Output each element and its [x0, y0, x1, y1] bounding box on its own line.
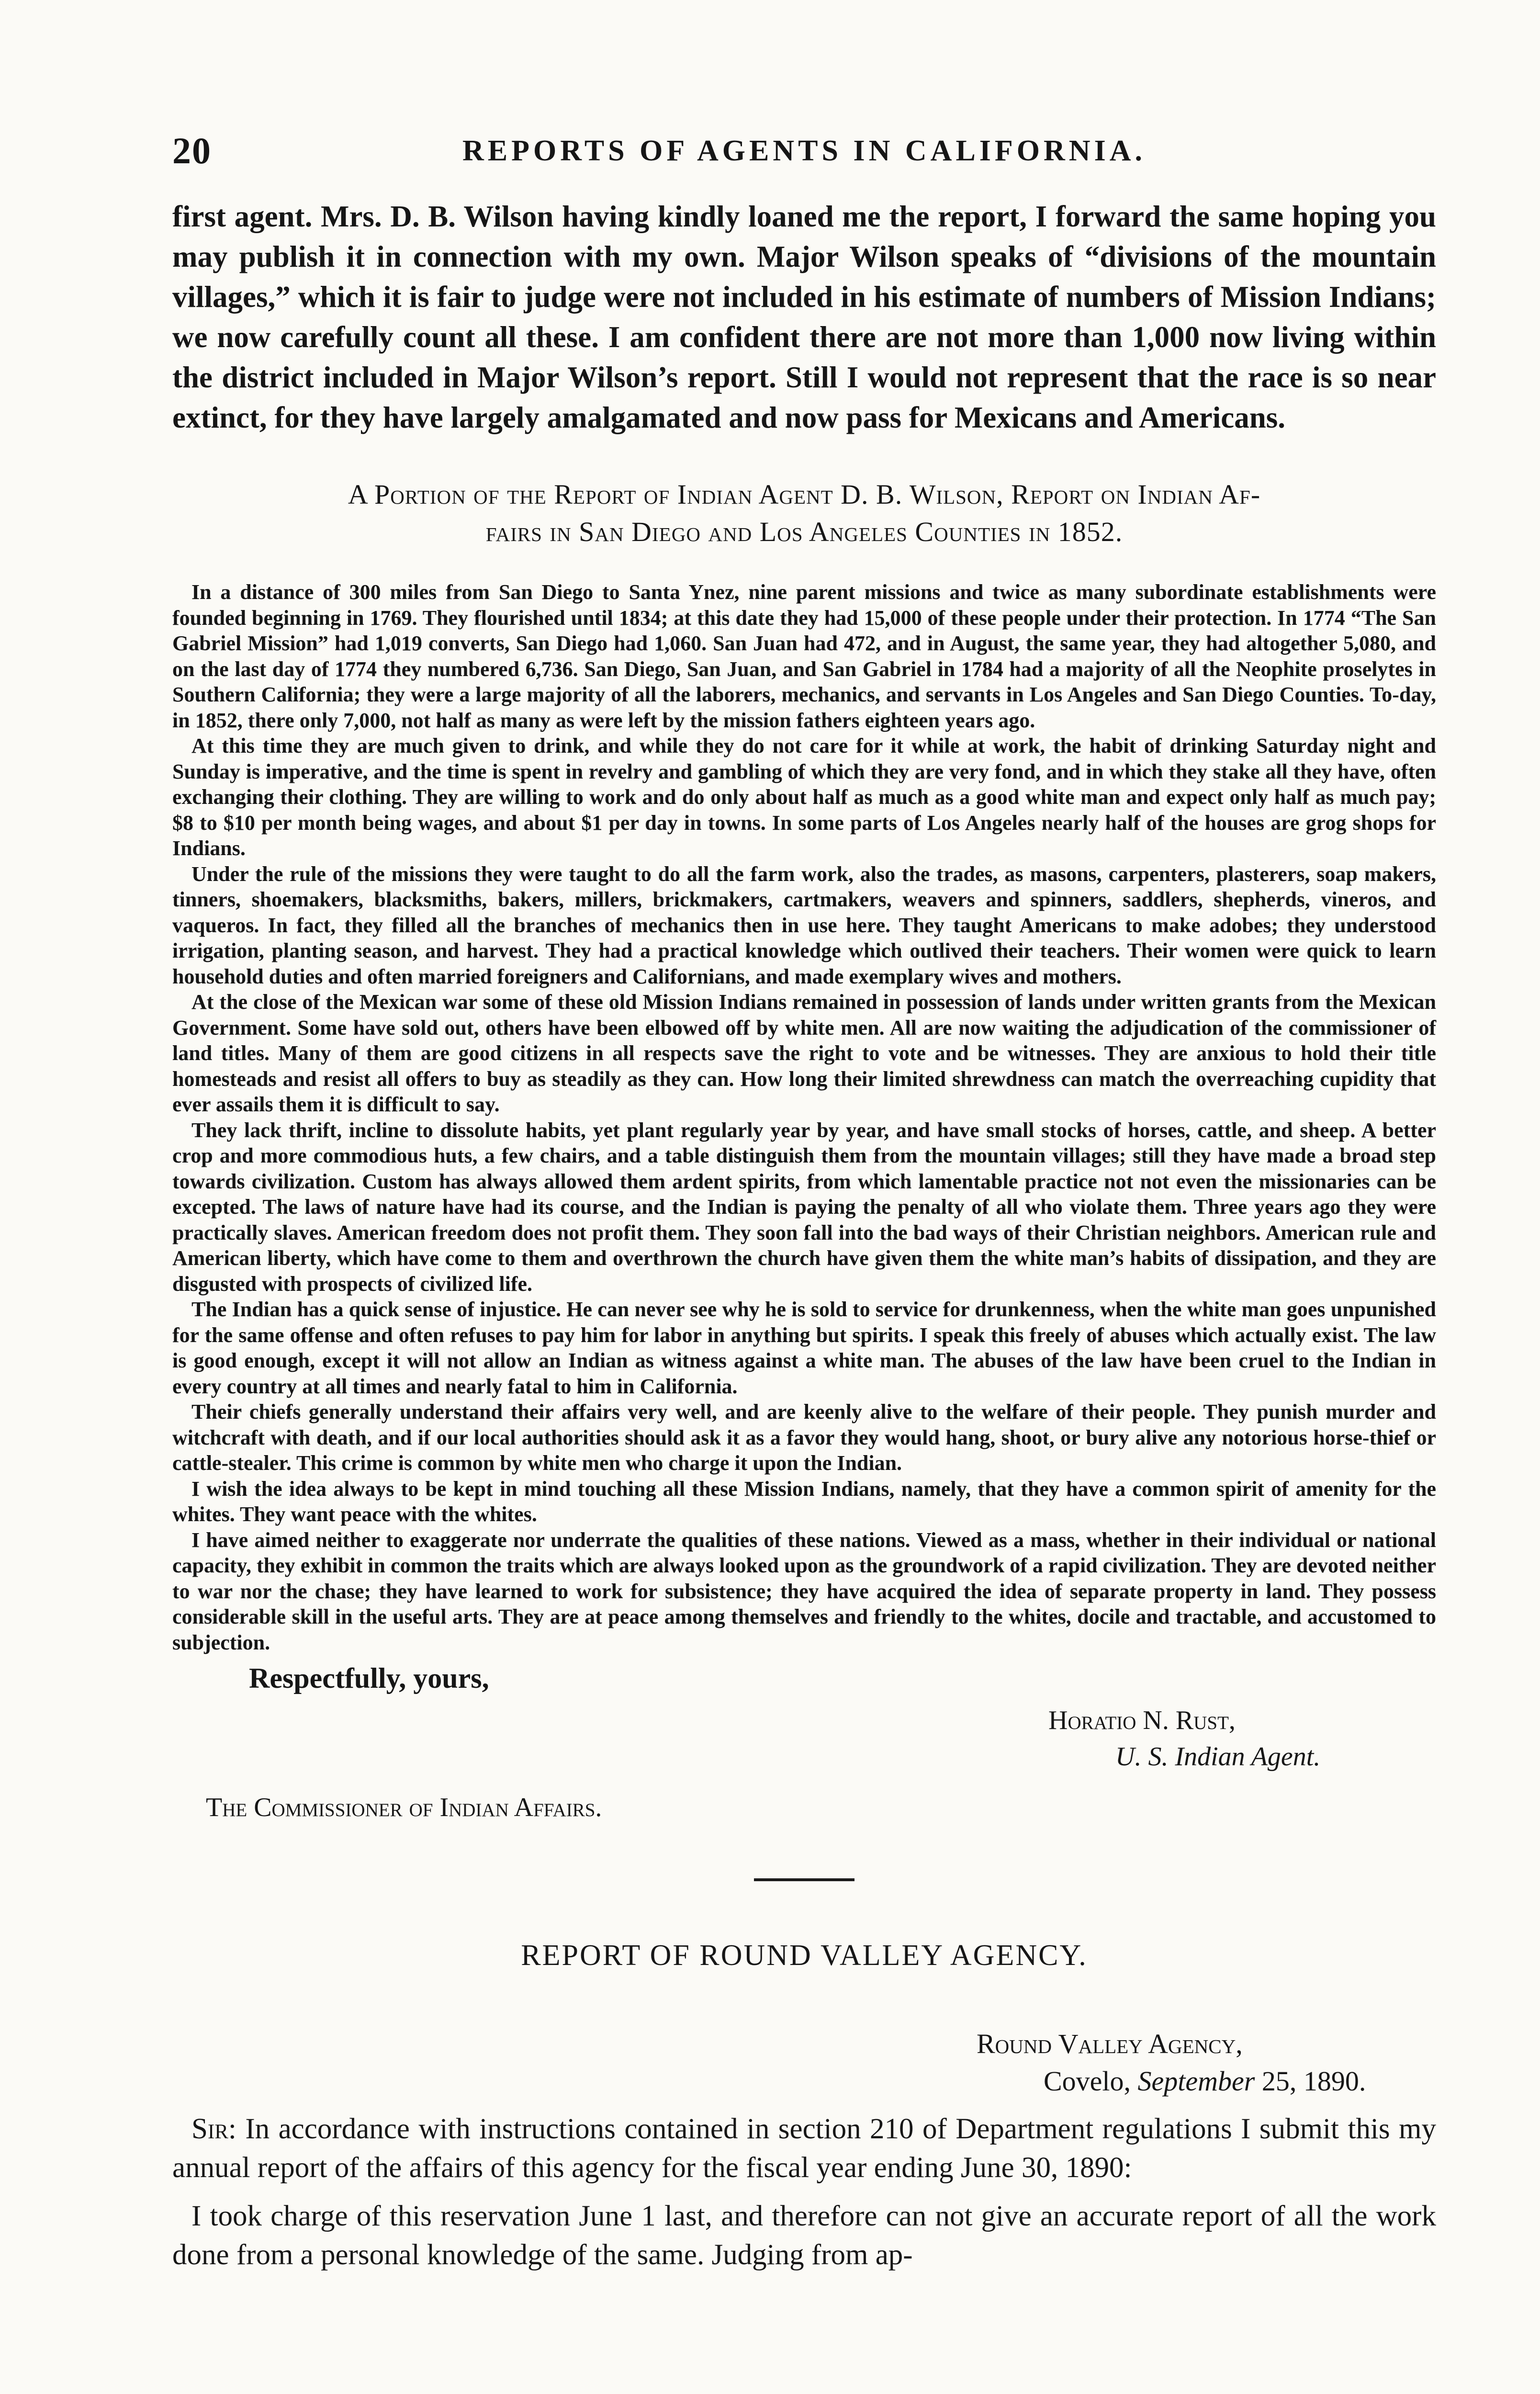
page-number: 20 — [172, 130, 212, 171]
section-divider — [754, 1878, 854, 1881]
agency-name: Round Valley Agency, — [977, 2028, 1243, 2059]
paragraph-text: In accordance with instructions contained in section 210 of Department regulations I submit this my annual report of the affairs of this agency for the fiscal year ending June 30, 1890: — [172, 2113, 1436, 2184]
wilson-report-body — [172, 579, 1436, 1655]
round-valley-paragraph-2: I took charge of this reservation June 1 last, and therefore can not give an accurate report of all the work done from a personal knowledge of the same. Judging from ap- — [172, 2200, 1436, 2271]
wilson-heading-line-2: fairs in San Diego and Los Angeles Counties in 1852. — [485, 516, 1123, 547]
wilson-paragraph: The Indian has a quick sense of injustice. He can never see why he is sold to service for drunkenness, when the white man goes unpunished for the same offense and often refuses to pay him for labor in anything but spirits. I speak this freely of abuses which actually exist. The law is good enough, except it will not allow an Indian as witness against a white man. The abuses of the law have been cruel to the Indian in every country at all times and nearly fatal to him in California. — [172, 1298, 1436, 1398]
wilson-paragraph: In a distance of 300 miles from San Diego to Santa Ynez, nine parent missions and twice as many subordinate establishments were founded beginning in 1769. They flourished until 1834; at this date they had 15,000 of these people under their protection. In 1774 “The San Gabriel Mission” had 1,019 converts, San Diego had 1,060. San Juan had 472, and in August, the same year, they had altogether 5,080, and on the last day of 1774 they numbered 6,736. San Diego, San Juan, and San Gabriel in 1784 had a majority of all the Neophite proselytes in Southern California; they were a large majority of all the laborers, mechanics, and servants in Los Angeles and San Diego Counties. To-day, in 1852, there only 7,000, not half as many as were left by the mission fathers eighteen years ago. — [172, 580, 1436, 732]
date-line — [977, 2063, 1436, 2100]
salutation-sir: Sir: — [191, 2113, 236, 2145]
wilson-heading-line-1: A Portion of the Report of Indian Agent D. B. Wilson, Report on Indian Af- — [348, 479, 1261, 510]
signature-block — [1048, 1702, 1436, 1775]
wilson-paragraph: Under the rule of the missions they were taught to do all the farm work, also the trades, as masons, carpenters, plasterers, soap makers, tinners, shoemakers, blacksmiths, bakers, millers, brickmakers, cartmakers, weavers and spinners, saddlers, shepherds, vineros, and vaqueros. In fact, they filled all the branches of mechanics then in use here. They taught Americans to make adobes; they understood irrigation, planting season, and harvest. They had a practical knowledge which outlived their teachers. Their women were quick to learn household duties and often married foreigners and Californians, and made exemplary wives and mothers. — [172, 862, 1436, 988]
round-valley-heading: REPORT OF ROUND VALLEY AGENCY. — [521, 1939, 1088, 1972]
date-month: September — [1137, 2066, 1255, 2097]
wilson-paragraph: I wish the idea always to be kept in mind touching all these Mission Indians, namely, that they have a common spirit of amenity for the whites. They want peace with the whites. — [172, 1477, 1436, 1526]
signer-title: U. S. Indian Agent. — [1115, 1742, 1321, 1772]
wilson-paragraph: At this time they are much given to drink, and while they do not care for it while at work, the habit of drinking Saturday night and Sunday is imperative, and the time is spent in revelry and gambling of which they are very fond, and in which they stake all they have, often exchanging their clothing. They are willing to work and do only about half as much as a good white man and expect only half as much pay; $8 to $10 per month being wages, and about $1 per day in towns. In some parts of Los Angeles nearly half of the houses are grog shops for Indians. — [172, 734, 1436, 860]
place-name: Covelo, — [1044, 2066, 1138, 2097]
addressee: The Commissioner of Indian Affairs. — [206, 1793, 602, 1822]
wilson-paragraph: I have aimed neither to exaggerate nor underrate the qualities of these nations. Viewed as a mass, whether in their individual or national capacity, they exhibit in common the traits which are always looked upon as the groundwork of a rapid civilization. They are devoted neither to war nor the chase; they have learned to work for subsistence; they have acquired the idea of separate property in land. They possess considerable skill in the useful arts. They are at peace among themselves and friendly to the whites, docile and tractable, and accustomed to subjection. — [172, 1528, 1436, 1654]
wilson-paragraph: They lack thrift, incline to dissolute habits, yet plant regularly year by year, and have small stocks of horses, cattle, and sheep. A better crop and more commodious huts, a few chairs, and a table distinguish them from the mountain villages; still they have made a broad step towards civilization. Custom has always allowed them ardent spirits, from which lamentable practice not not even the missionaries can be excepted. The laws of nature have had its course, and the Indian is paying the penalty of all who violate them. Three years ago they were practically slaves. American freedom does not profit them. They soon fall into the bad ways of their Christian neighbors. American rule and American liberty, which have come to them and overthrown the church have given them the white man’s habits of dissipation, and they are disgusted with prospects of civilized life. — [172, 1118, 1436, 1296]
running-title: REPORTS OF AGENTS IN CALIFORNIA. — [462, 135, 1146, 167]
wilson-paragraph: Their chiefs generally understand their affairs very well, and are keenly alive to the welfare of their people. They punish murder and witchcraft with death, and if our local authorities should ask it as a favor they would hang, shoot, or bury alive any notorious horse-thief or cattle-stealer. This crime is common by white men who charge it upon the Indian. — [172, 1400, 1436, 1475]
running-head — [172, 129, 1436, 182]
closing-salutation: Respectfully, yours, — [249, 1662, 489, 1694]
dateline — [977, 2025, 1436, 2100]
wilson-paragraph: At the close of the Mexican war some of these old Mission Indians remained in possession of lands under written grants from the Mexican Government. Some have sold out, others have been elbowed off by white men. All are now waiting the adjudication of the commissioner of land titles. Many of them are good citizens in all respects save the right to vote and be witnesses. They are anxious to hold their title homesteads and resist all offers to buy as steadily as they can. How long their limited shrewdness can match the overreaching cupidity that ever assails them it is difficult to say. — [172, 990, 1436, 1116]
signer-name: Horatio N. Rust, — [1048, 1705, 1236, 1735]
round-valley-paragraph-1 — [172, 2110, 1436, 2187]
intro-paragraph: first agent. Mrs. D. B. Wilson having kindly loaned me the report, I forward the same hoping you may publish it in connection with my own. Major Wilson speaks of “divisions of the mountain villages,” which it is fair to judge were not included in his estimate of numbers of Mission Indians; we now carefully count all these. I am confident there are not more than 1,000 now living within the district included in Major Wilson’s report. Still I would not represent that the race is so near extinct, for they have largely amalgamated and now pass for Mexicans and Americans. — [172, 200, 1436, 434]
document-page — [172, 129, 1436, 2274]
date-day-year: 25, 1890. — [1255, 2066, 1366, 2097]
wilson-report-heading — [172, 476, 1436, 551]
